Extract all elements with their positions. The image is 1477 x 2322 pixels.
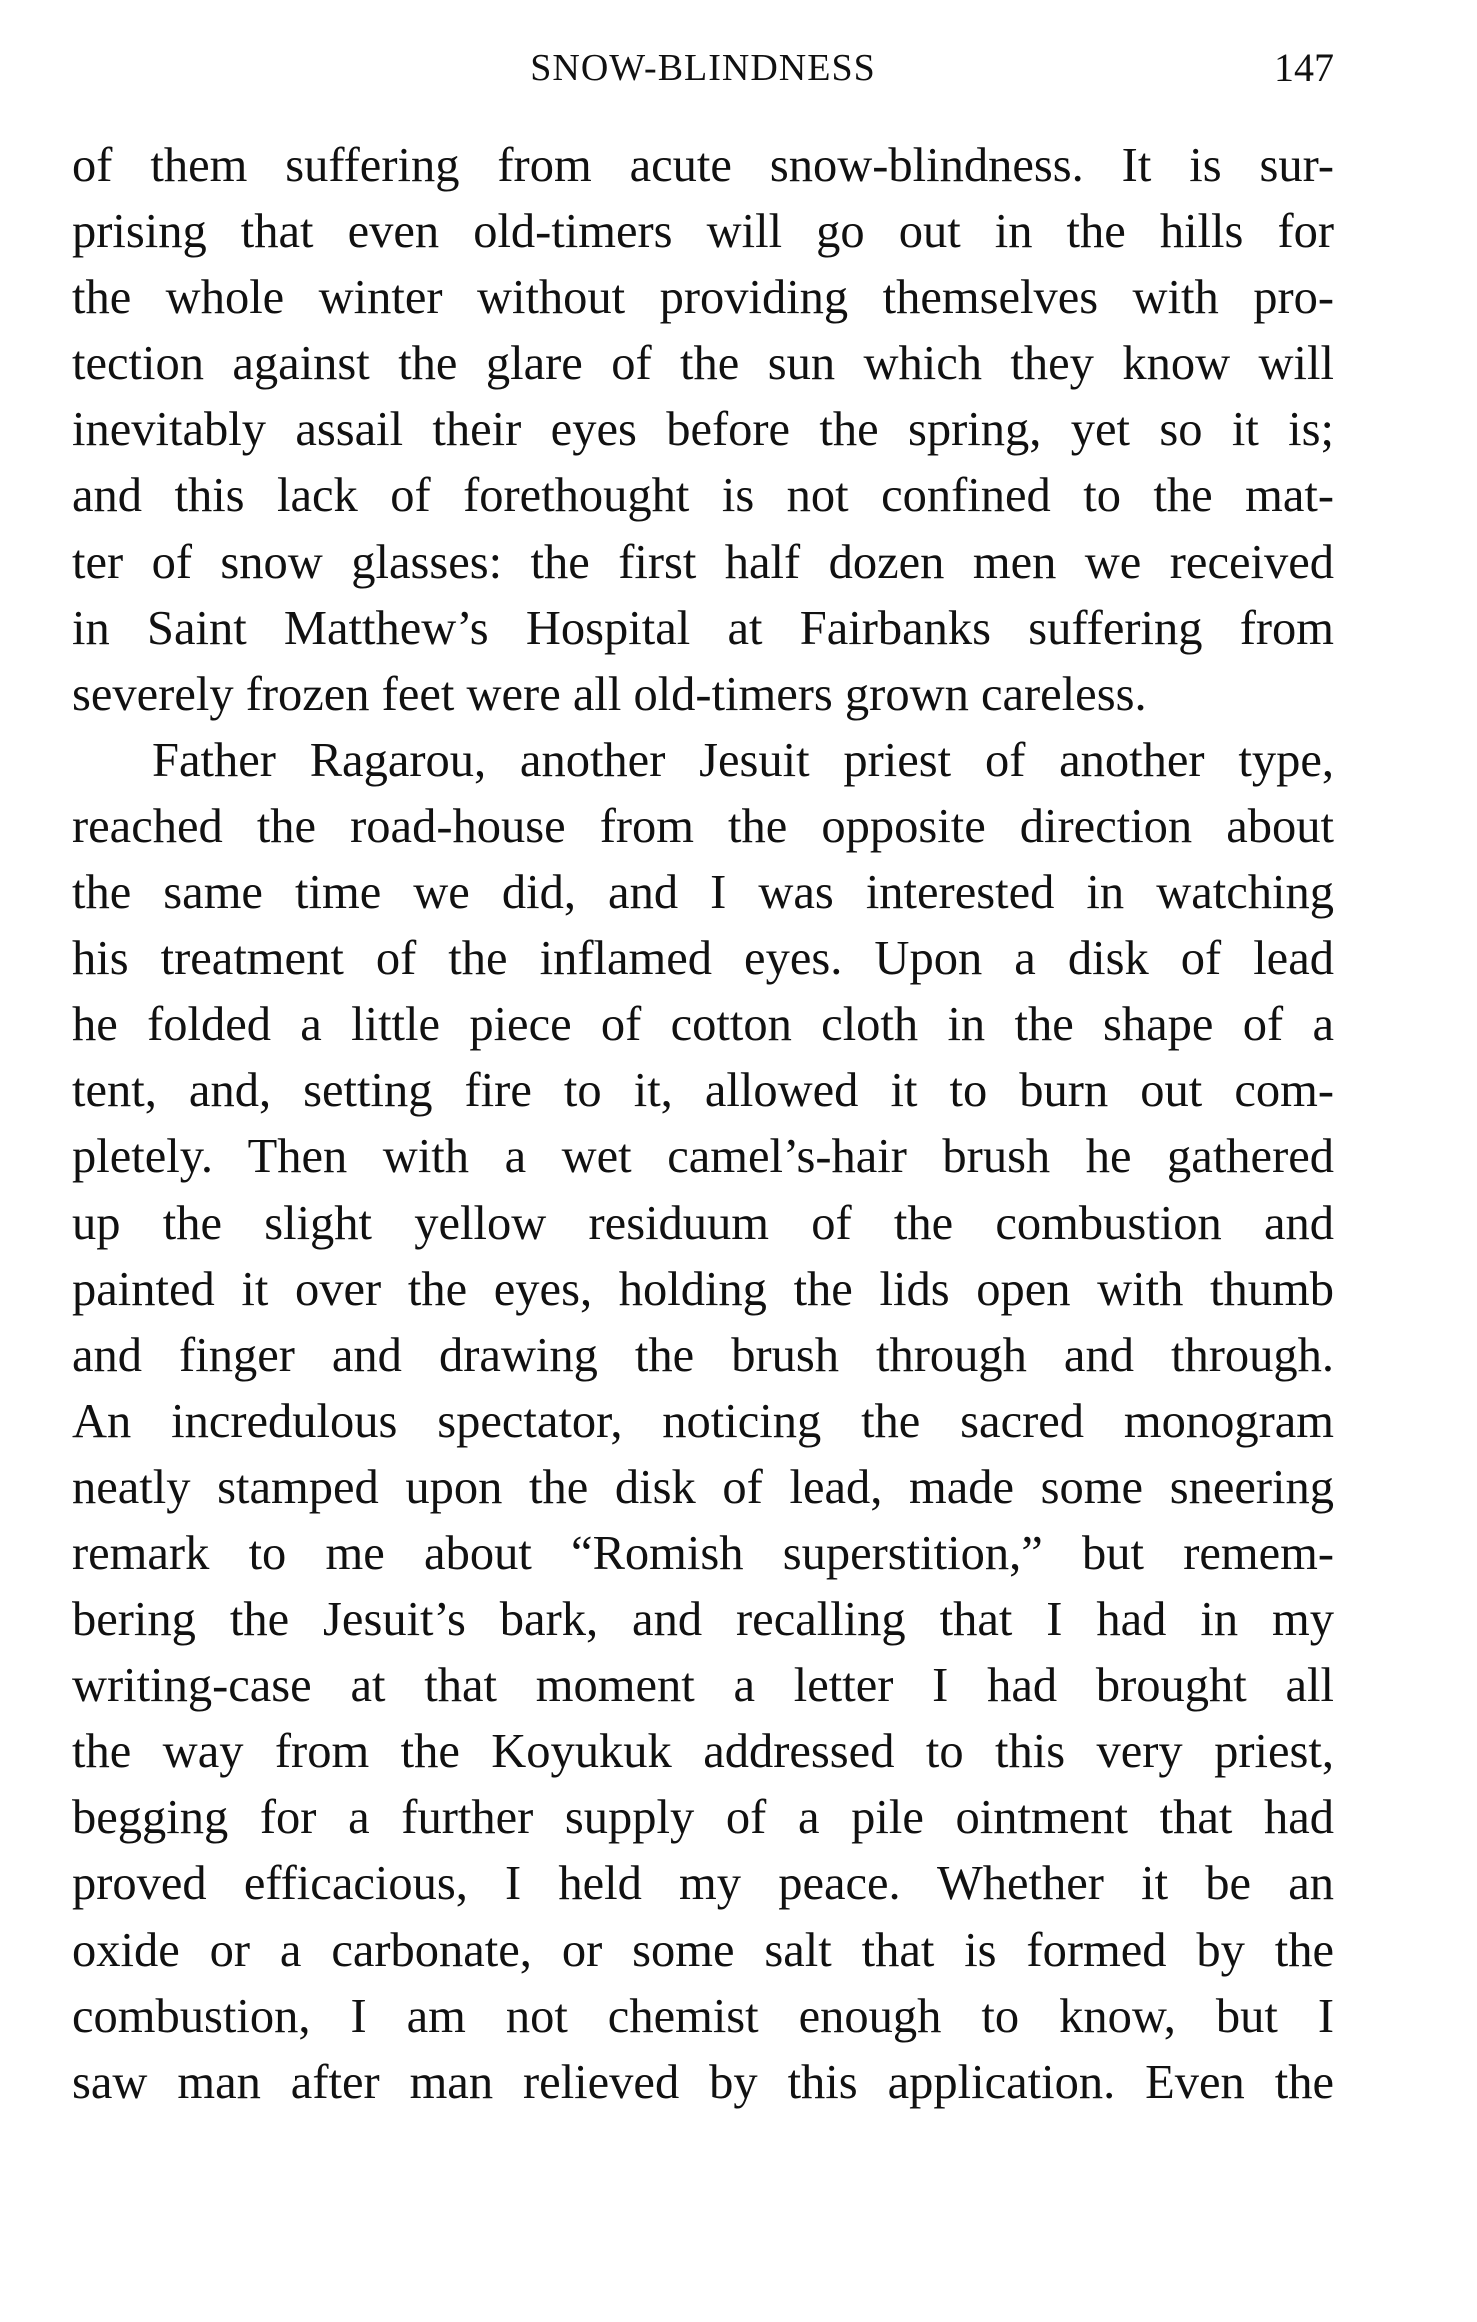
running-title: SNOW-BLINDNESS — [530, 47, 876, 89]
text-line: begging for a further supply of a pile ointment that had — [72, 1791, 1334, 1845]
text-line: the same time we did, and I was interested in watching — [72, 866, 1334, 920]
text-line: writing-case at that moment a letter I had brought all — [72, 1659, 1334, 1713]
text-line: he folded a little piece of cotton cloth in the shape of a — [72, 998, 1334, 1052]
text-line: prising that even old-timers will go out in the hills for — [72, 205, 1334, 259]
text-line: inevitably assail their eyes before the spring, yet so it is; — [72, 403, 1334, 457]
text-line: reached the road-house from the opposite direction about — [72, 799, 1334, 853]
running-head — [72, 38, 1334, 98]
text-line: his treatment of the inflamed eyes. Upon a disk of lead — [72, 932, 1334, 986]
text-line: bering the Jesuit’s bark, and recalling that I had in my — [72, 1593, 1334, 1647]
text-line: ter of snow glasses: the first half dozen men we received — [72, 535, 1334, 589]
text-line: of them suffering from acute snow-blindness. It is sur- — [72, 139, 1334, 192]
text-line: saw man after man relieved by this application. Even the — [72, 2055, 1334, 2109]
text-line: pletely. Then with a wet camel’s-hair brush he gathered — [72, 1130, 1334, 1184]
text-line: proved efficacious, I held my peace. Whether it be an — [72, 1857, 1334, 1911]
text-line: An incredulous spectator, noticing the sacred monogram — [72, 1394, 1334, 1448]
text-line: tection against the glare of the sun which they know will — [72, 337, 1334, 391]
text-line: up the slight yellow residuum of the combustion and — [72, 1196, 1334, 1250]
text-line: combustion, I am not chemist enough to know, but I — [72, 1989, 1334, 2043]
text-line: and finger and drawing the brush through and through. — [72, 1328, 1334, 1382]
text-line: the whole winter without providing themselves with pro- — [72, 271, 1334, 325]
text-line: the way from the Koyukuk addressed to this very priest, — [72, 1725, 1334, 1779]
text-line: remark to me about “Romish superstition,” but remem- — [72, 1526, 1334, 1580]
text-line: and this lack of forethought is not confined to the mat- — [72, 469, 1334, 523]
text-line: neatly stamped upon the disk of lead, made some sneering — [72, 1460, 1334, 1514]
paragraph-start-line: Father Ragarou, another Jesuit priest of another type, — [152, 733, 1334, 787]
text-line: tent, and, setting fire to it, allowed it to burn out com- — [72, 1064, 1334, 1118]
body-text — [72, 133, 1334, 2116]
text-line: in Saint Matthew’s Hospital at Fairbanks suffering from — [72, 601, 1334, 655]
page-number: 147 — [1274, 45, 1334, 90]
paragraph-end-line: severely frozen feet were all old-timers grown careless. — [72, 667, 1147, 721]
text-line: oxide or a carbonate, or some salt that is formed by the — [72, 1923, 1334, 1977]
text-line: painted it over the eyes, holding the lids open with thumb — [72, 1262, 1334, 1316]
